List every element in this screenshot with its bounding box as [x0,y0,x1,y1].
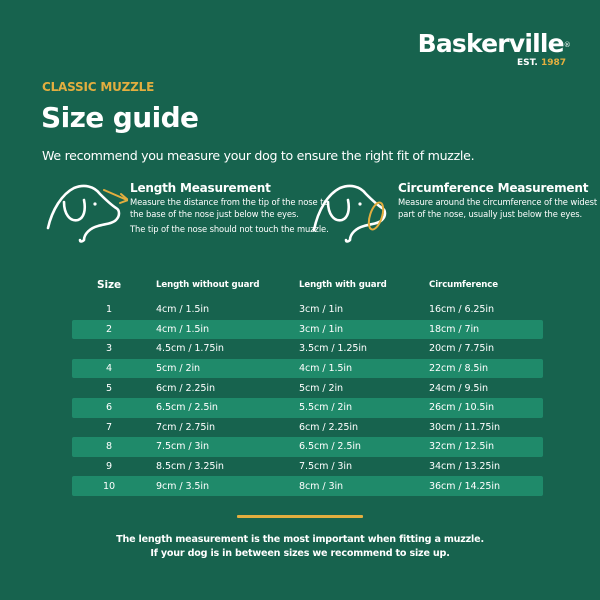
brand-name: Baskerville [417,29,564,58]
page-title: Size guide [41,101,199,134]
column-header-length-without-guard: Length without guard [156,280,260,290]
dog-circumference-icon [310,180,394,250]
footnote-line-1: The length measurement is the most important when fitting a muzzle. [116,534,484,545]
footnote-line-2: If your dog is in between sizes we recommend to size up. [150,548,450,559]
table-row: 9 8.5cm / 3.25in 7.5cm / 3in 34cm / 13.25in [105,461,500,473]
page-subtitle: We recommend you measure your dog to ensure the right fit of muzzle. [42,148,475,163]
length-measurement-title: Length Measurement [130,181,271,195]
size-table [72,276,543,496]
table-row: 3 4.5cm / 1.75in 3.5cm / 1.25in 20cm / 7.75in [105,343,494,355]
circumference-measurement-desc: Measure around the circumference of the widest part of the nose, usually just below the eyes. [398,197,598,219]
table-body [72,300,543,496]
dog-length-icon [44,180,128,250]
table-row: 7 7cm / 2.75in 6cm / 2.25in 30cm / 11.75in [105,421,500,433]
table-row: 4 5cm / 2in 4cm / 1.5in 22cm / 8.5in [72,359,543,379]
brand-logo [418,30,570,68]
product-eyebrow: CLASSIC MUZZLE [42,80,155,94]
table-row: 10 9cm / 3.5in 8cm / 3in 36cm / 14.25in [72,476,543,496]
table-row: 6 6.5cm / 2.5in 5.5cm / 2in 26cm / 10.5in [72,398,543,418]
table-row: 2 4cm / 1.5in 3cm / 1in 18cm / 7in [72,320,543,340]
table-row: 8 7.5cm / 3in 6.5cm / 2.5in 32cm / 12.5in [72,437,543,457]
column-header-length-with-guard: Length with guard [299,280,387,290]
brand-established: EST. 1987 [516,58,566,68]
column-header-size: Size [97,279,121,291]
accent-divider [237,515,363,518]
registered-mark: ® [563,41,570,49]
column-header-circumference: Circumference [429,280,499,290]
table-row: 5 6cm / 2.25in 5cm / 2in 24cm / 9.5in [105,382,488,394]
circumference-measurement-title: Circumference Measurement [398,181,589,195]
footnote [0,533,600,561]
length-measurement-note: The tip of the nose should not touch the muzzle. [130,224,329,234]
table-header [72,276,543,294]
length-measurement-desc: Measure the distance from the tip of the nose to the base of the nose just below the eyes. [130,197,329,219]
table-row: 1 4cm / 1.5in 3cm / 1in 16cm / 6.25in [105,304,494,316]
